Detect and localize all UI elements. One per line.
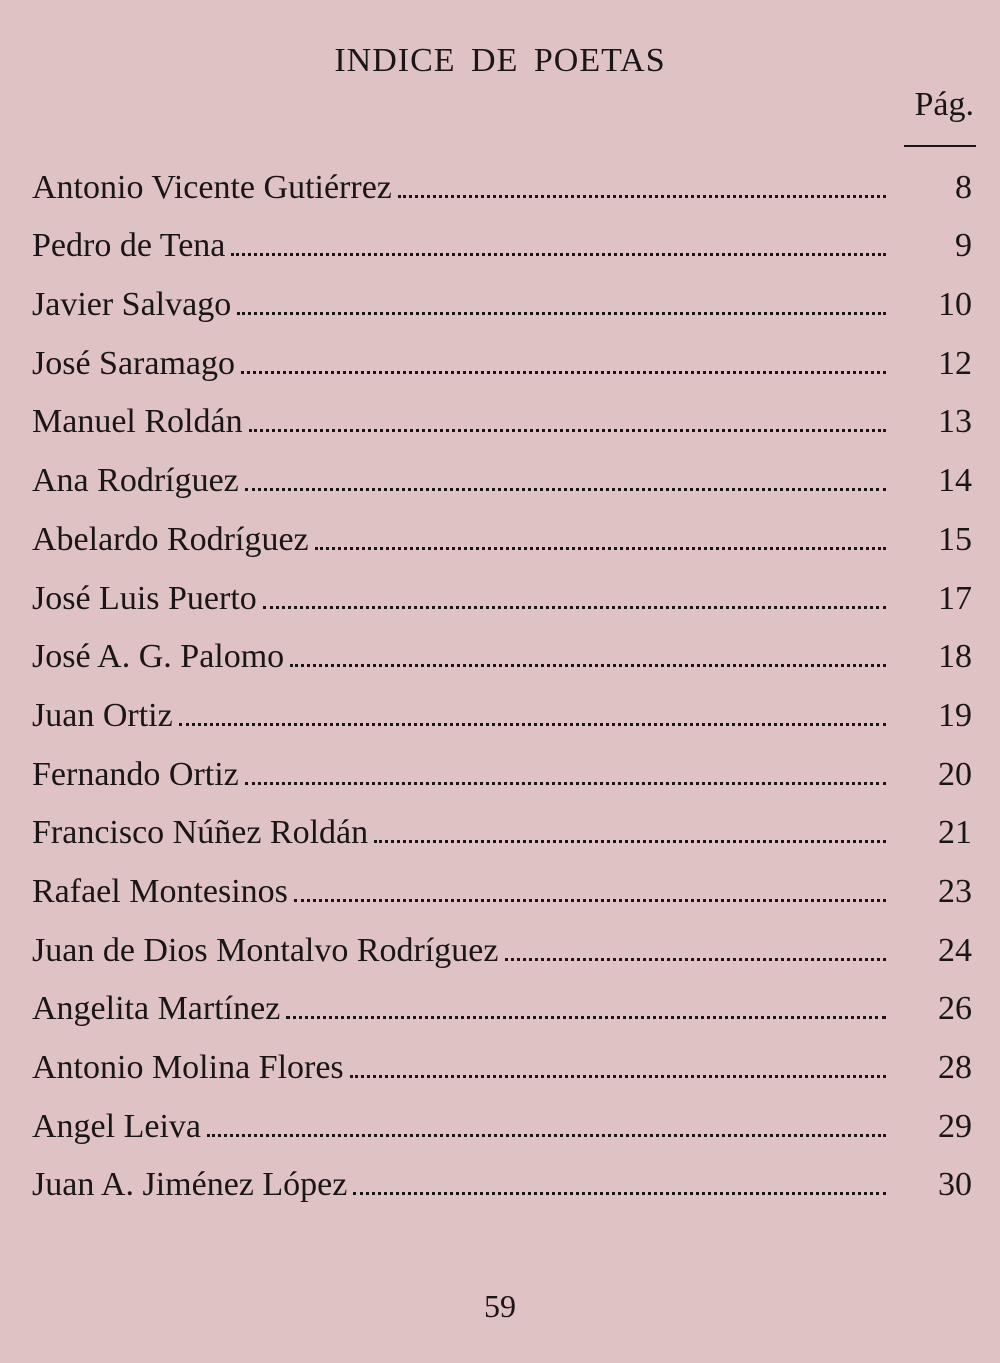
dot-leader bbox=[207, 1134, 886, 1137]
poet-name: José Saramago bbox=[32, 345, 241, 383]
page-ref: 14 bbox=[938, 462, 972, 500]
page-ref: 29 bbox=[938, 1107, 972, 1145]
poet-name: Ana Rodríguez bbox=[32, 462, 245, 500]
poet-name: Pedro de Tena bbox=[32, 227, 231, 265]
toc-entry-name-line bbox=[32, 990, 886, 1028]
dot-leader bbox=[294, 899, 886, 902]
poet-name: Juan A. Jiménez López bbox=[32, 1166, 353, 1204]
toc-entry bbox=[32, 453, 976, 512]
dot-leader bbox=[398, 195, 886, 198]
page-ref: 24 bbox=[938, 931, 972, 969]
dot-leader bbox=[286, 1016, 886, 1019]
page-title: INDICE DE POETAS bbox=[334, 42, 666, 79]
poet-name: Angel Leiva bbox=[32, 1108, 207, 1146]
poet-name: José A. G. Palomo bbox=[32, 638, 290, 676]
page-ref: 8 bbox=[955, 168, 972, 206]
toc-entry bbox=[32, 395, 976, 454]
poet-name: Angelita Martínez bbox=[32, 990, 286, 1028]
dot-leader bbox=[237, 312, 886, 315]
toc-entry bbox=[32, 219, 976, 278]
toc-entry bbox=[32, 1099, 976, 1158]
poet-name: Francisco Núñez Roldán bbox=[32, 814, 374, 852]
dot-leader bbox=[315, 547, 886, 550]
toc-entry bbox=[32, 512, 976, 571]
page-ref: 19 bbox=[938, 696, 972, 734]
dot-leader bbox=[249, 429, 886, 432]
dot-leader bbox=[290, 664, 886, 667]
dot-leader bbox=[179, 723, 886, 726]
toc-entry-name-line bbox=[32, 697, 886, 735]
page-ref: 28 bbox=[938, 1049, 972, 1086]
dot-leader bbox=[353, 1192, 886, 1195]
toc-entry-name-line bbox=[32, 345, 886, 383]
toc-entry bbox=[32, 923, 976, 982]
toc-entry bbox=[32, 277, 976, 336]
poet-name: Antonio Vicente Gutiérrez bbox=[32, 169, 398, 207]
page-ref: 9 bbox=[955, 227, 972, 265]
dot-leader bbox=[263, 606, 886, 609]
toc-entry-name-line bbox=[32, 169, 886, 207]
toc-entry bbox=[32, 1040, 976, 1099]
dot-leader bbox=[231, 253, 886, 256]
poet-name: Abelardo Rodríguez bbox=[32, 521, 315, 559]
toc-entry-name-line bbox=[32, 227, 886, 265]
toc-entry-name-line bbox=[32, 521, 886, 559]
page-ref: 23 bbox=[938, 872, 972, 910]
page-ref: 20 bbox=[938, 755, 972, 793]
page-ref: 12 bbox=[938, 344, 972, 382]
toc-entry bbox=[32, 806, 976, 865]
toc-entry-name-line bbox=[32, 580, 886, 618]
toc-entry bbox=[32, 982, 976, 1041]
toc-entry bbox=[32, 336, 976, 395]
page-ref: 13 bbox=[938, 403, 972, 441]
toc-entry-name-line bbox=[32, 1108, 886, 1146]
poet-name: Manuel Roldán bbox=[32, 403, 249, 441]
page-ref: 17 bbox=[938, 579, 972, 617]
toc-entry bbox=[32, 571, 976, 630]
toc-entry bbox=[32, 630, 976, 689]
poet-name: Juan de Dios Montalvo Rodríguez bbox=[32, 932, 505, 970]
dot-leader bbox=[505, 958, 887, 961]
toc-entry-name-line bbox=[32, 1166, 886, 1204]
toc-entry bbox=[32, 747, 976, 806]
page-ref: 30 bbox=[938, 1166, 972, 1204]
page-ref: 15 bbox=[938, 520, 972, 558]
toc-entry-name-line bbox=[32, 1049, 886, 1087]
toc-list bbox=[32, 160, 976, 1216]
page-column-header: Pág. bbox=[914, 86, 974, 123]
toc-entry-name-line bbox=[32, 286, 886, 324]
toc-entry-name-line bbox=[32, 462, 886, 500]
dot-leader bbox=[245, 488, 886, 491]
toc-entry-name-line bbox=[32, 814, 886, 852]
poet-name: José Luis Puerto bbox=[32, 580, 263, 618]
dot-leader bbox=[245, 782, 886, 785]
dot-leader bbox=[374, 840, 886, 843]
toc-entry bbox=[32, 864, 976, 923]
page-ref: 18 bbox=[938, 638, 972, 676]
page-number: 59 bbox=[484, 1288, 516, 1324]
toc-entry-name-line bbox=[32, 932, 886, 970]
toc-entry-name-line bbox=[32, 873, 886, 911]
page-ref: 26 bbox=[938, 990, 972, 1028]
toc-entry-name-line bbox=[32, 403, 886, 441]
dot-leader bbox=[350, 1075, 886, 1078]
toc-entry-name-line bbox=[32, 756, 886, 794]
page-ref: 10 bbox=[938, 286, 972, 324]
header-rule bbox=[904, 145, 976, 147]
poet-name: Antonio Molina Flores bbox=[32, 1049, 350, 1087]
poet-name: Javier Salvago bbox=[32, 286, 237, 324]
poet-name: Fernando Ortiz bbox=[32, 756, 245, 794]
page-ref: 21 bbox=[938, 814, 972, 852]
toc-entry-name-line bbox=[32, 638, 886, 676]
dot-leader bbox=[241, 371, 886, 374]
toc-entry bbox=[32, 160, 976, 219]
toc-entry bbox=[32, 1158, 976, 1217]
poet-name: Rafael Montesinos bbox=[32, 873, 294, 911]
poet-name: Juan Ortiz bbox=[32, 697, 179, 735]
toc-entry bbox=[32, 688, 976, 747]
